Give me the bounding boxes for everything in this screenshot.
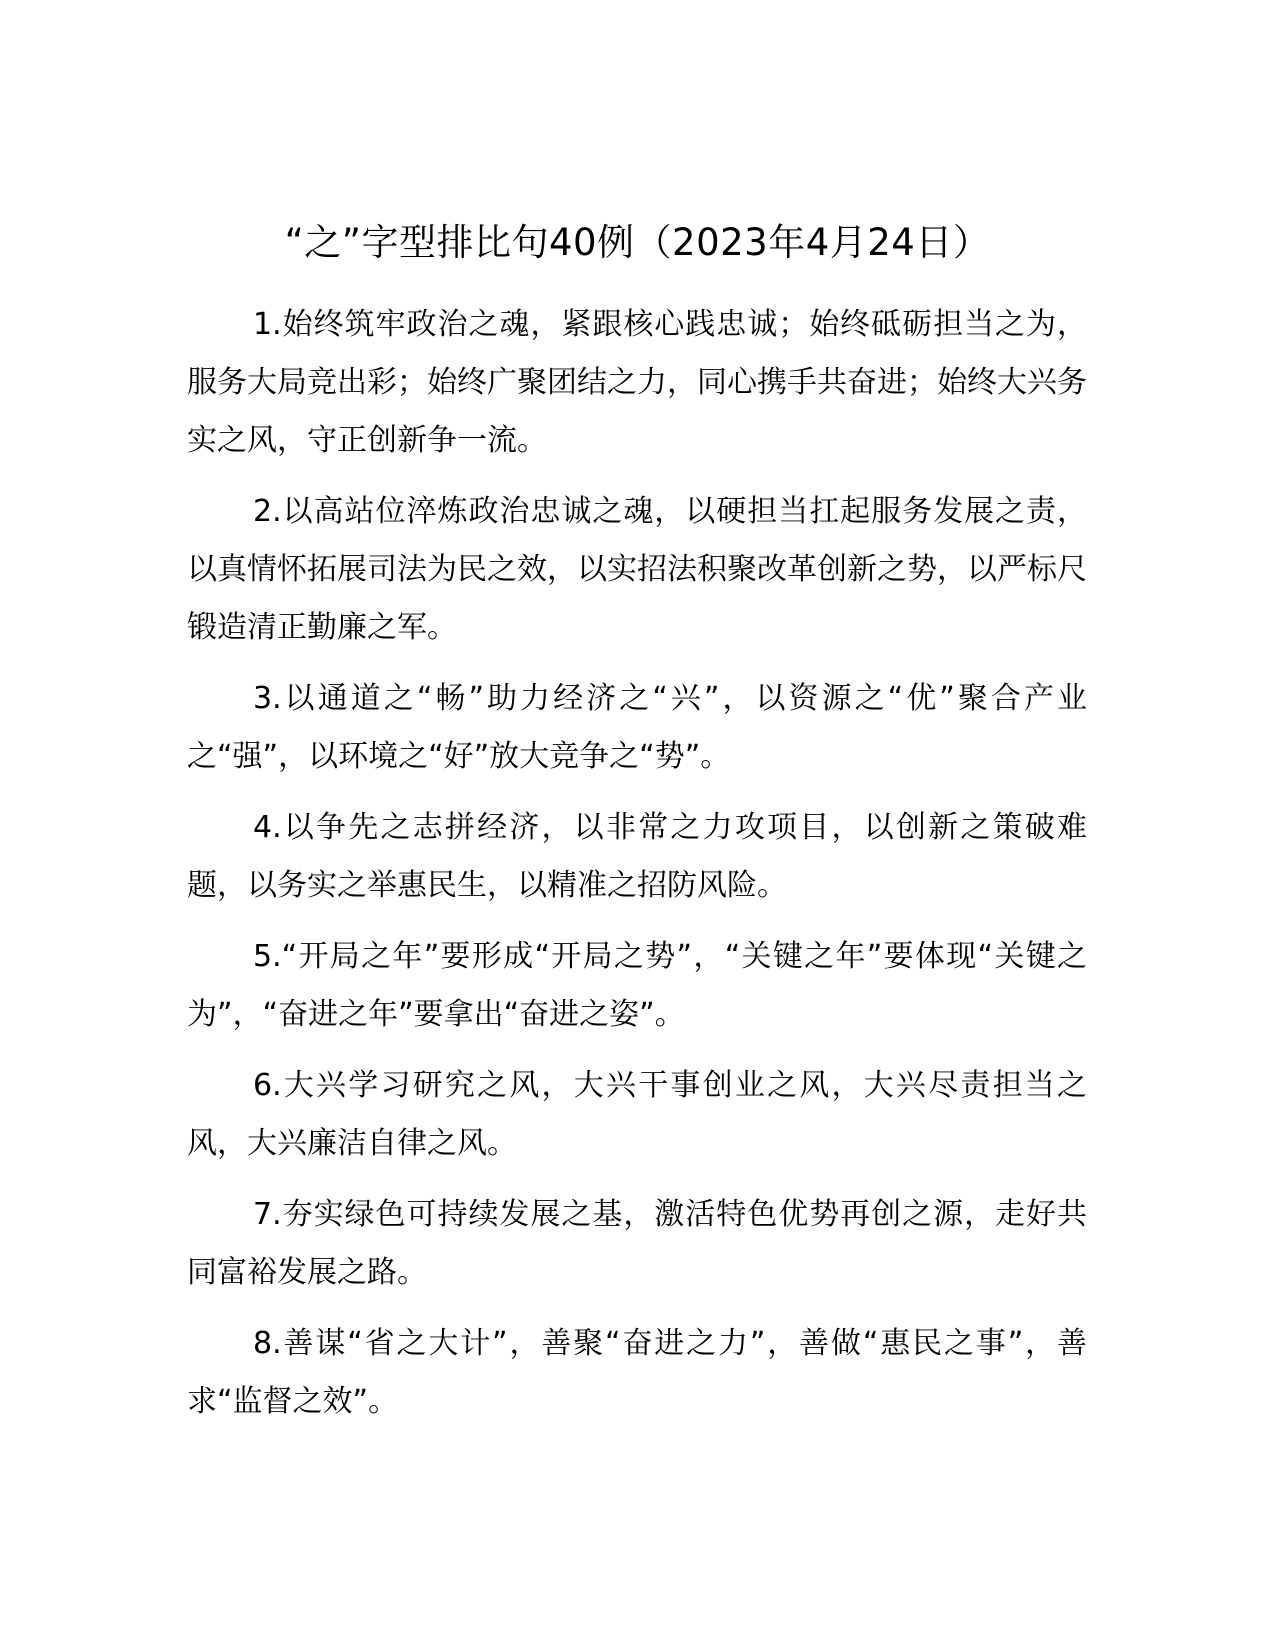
paragraph-8: 8.善谋“省之大计”，善聚“奋进之力”，善做“惠民之事”，善求“监督之效”。	[187, 1326, 1087, 1419]
document-body	[187, 296, 1087, 1444]
paragraph-4: 4.以争先之志拼经济，以非常之力攻项目，以创新之策破难题，以务实之举惠民生，以精准之招防风险。	[187, 810, 1087, 903]
paragraph-2: 2.以高站位淬炼政治忠诚之魂，以硬担当扛起服务发展之责，以真情怀拓展司法为民之效，以实招法积聚改革创新之势，以严标尺锻造清正勤廉之军。	[187, 494, 1087, 645]
paragraph-1: 1.始终筑牢政治之魂，紧跟核心践忠诚；始终砥砺担当之为，服务大局竞出彩；始终广聚团结之力，同心携手共奋进；始终大兴务实之风，守正创新争一流。	[187, 307, 1087, 458]
paragraph-3: 3.以通道之“畅”助力经济之“兴”，以资源之“优”聚合产业之“强”，以环境之“好”放大竞争之“势”。	[187, 681, 1087, 774]
document-title: “之”字型排比句40例（2023年4月24日）	[284, 221, 991, 264]
paragraph-5: 5.“开局之年”要形成“开局之势”，“关键之年”要体现“关键之为”，“奋进之年”要拿出“奋进之姿”。	[187, 939, 1087, 1032]
paragraph-6: 6.大兴学习研究之风，大兴干事创业之风，大兴尽责担当之风，大兴廉洁自律之风。	[187, 1068, 1087, 1161]
paragraph-7: 7.夯实绿色可持续发展之基，激活特色优势再创之源，走好共同富裕发展之路。	[187, 1197, 1087, 1290]
